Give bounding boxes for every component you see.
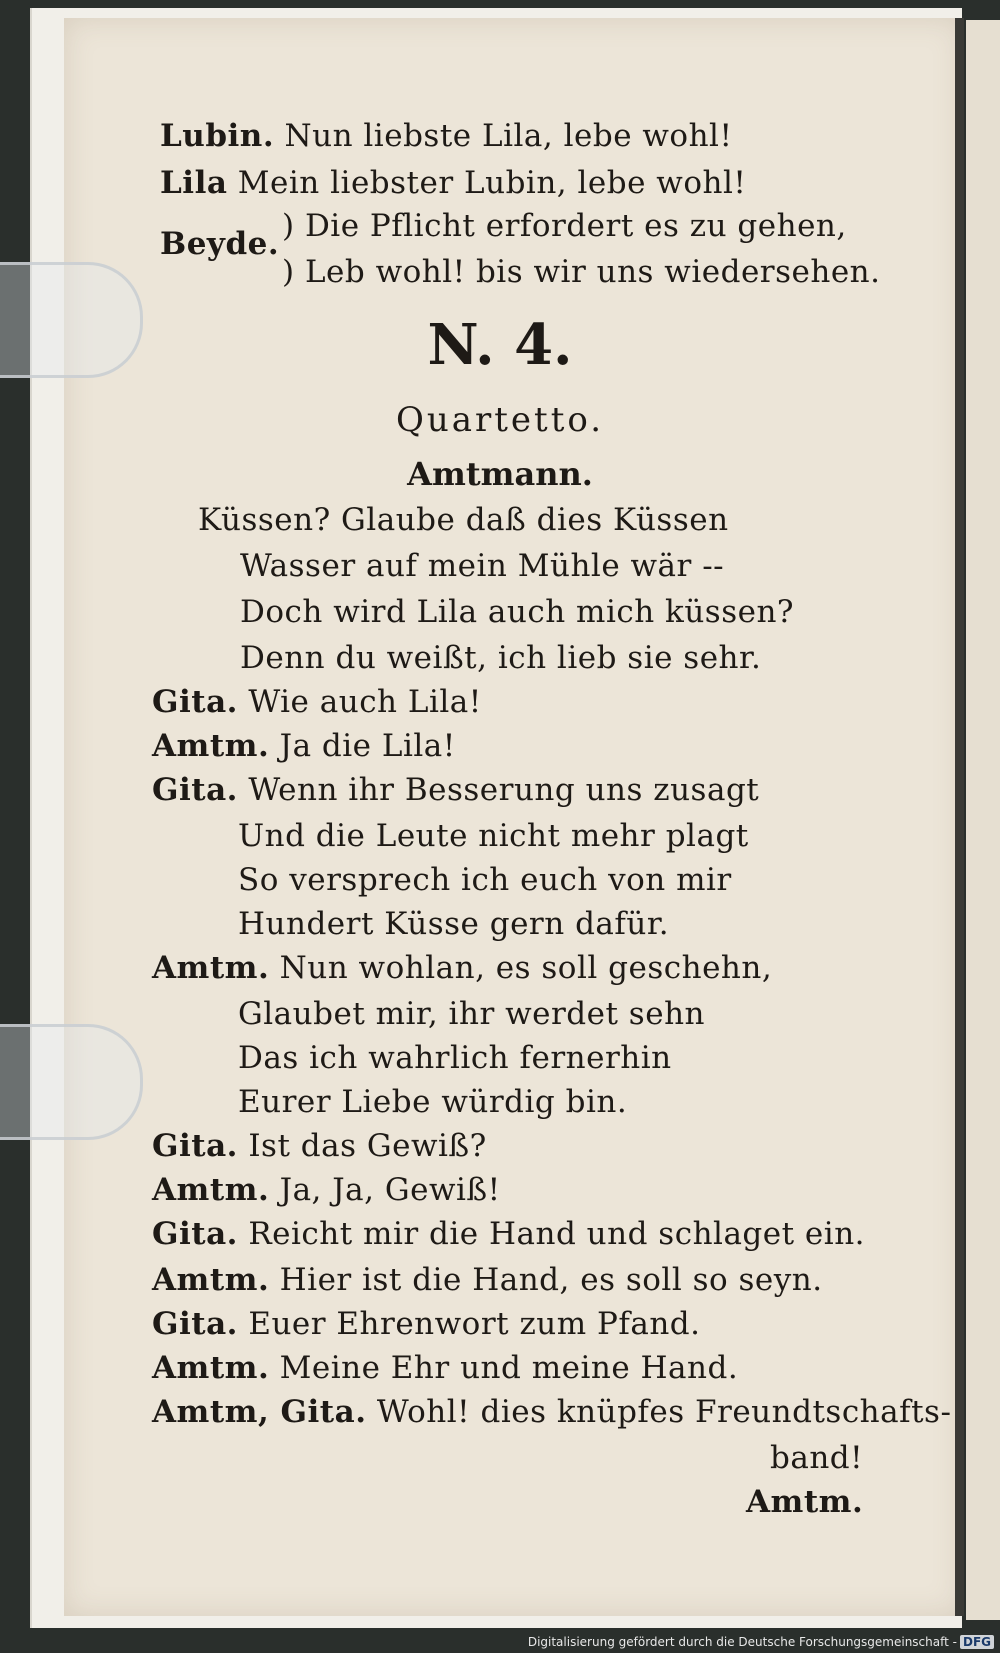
verse-text: Denn du weißt, ich lieb sie sehr. <box>240 640 762 676</box>
speaker-name: Gita. <box>152 772 238 808</box>
duet-line-3 <box>160 212 279 262</box>
verse-line <box>152 1306 701 1342</box>
verse-line <box>152 1350 738 1386</box>
duet-line-1 <box>160 118 732 154</box>
verse-text: Ja die Lila! <box>279 728 456 764</box>
verse-line <box>152 1128 487 1164</box>
verse-line <box>152 728 456 764</box>
verse-text: Mein liebster Lubin, lebe wohl! <box>237 165 747 201</box>
verse-line <box>238 818 749 854</box>
speaker-name: Amtm. <box>152 1172 270 1208</box>
verse-line <box>198 502 729 538</box>
verse-text: Wie auch Lila! <box>248 684 482 720</box>
verse-text: ) Leb wohl! bis wir uns wiedersehen. <box>282 254 881 290</box>
duet-line-2 <box>160 165 746 201</box>
duet-line-3-text <box>282 208 847 244</box>
verse-line <box>152 772 759 808</box>
verse-text: Wenn ihr Besserung uns zusagt <box>248 772 760 808</box>
verse-line <box>238 862 732 898</box>
verse-text: Doch wird Lila auch mich küssen? <box>240 594 795 630</box>
verse-text: Eurer Liebe würdig bin. <box>238 1084 628 1120</box>
verse-line <box>238 996 705 1032</box>
verse-text: Hundert Küsse gern dafür. <box>238 906 670 942</box>
verse-text: Glaubet mir, ihr werdet sehn <box>238 996 705 1032</box>
verse-text: ) Die Pflicht erfordert es zu gehen, <box>282 208 847 244</box>
speaker-name: Gita. <box>152 684 238 720</box>
verse-text: So versprech ich euch von mir <box>238 862 732 898</box>
verse-line <box>238 1084 627 1120</box>
verse-text: Reicht mir die Hand und schlaget ein. <box>248 1216 866 1252</box>
character-heading: Amtmann. <box>407 455 593 493</box>
speaker-name: Gita. <box>152 1216 238 1252</box>
speaker-name: Amtm. <box>152 728 270 764</box>
digitization-credit <box>528 1635 994 1649</box>
speaker-name: Lila <box>160 165 228 201</box>
verse-line <box>240 548 724 584</box>
verse-line <box>152 1172 501 1208</box>
credit-text: Digitalisierung gefördert durch die Deutsche Forschungsgemeinschaft - <box>527 1635 957 1649</box>
speaker-name: Gita. <box>152 1306 238 1342</box>
duet-line-4 <box>282 254 881 290</box>
verse-text: Nun liebste Lila, lebe wohl! <box>284 118 733 154</box>
verse-text: Wohl! dies knüpfes Freundtschafts- <box>376 1394 952 1430</box>
catchword: Amtm. <box>746 1484 864 1520</box>
verse-line <box>152 1262 823 1298</box>
verse-line <box>238 906 669 942</box>
verse-line <box>240 640 761 676</box>
verse-line <box>152 950 772 986</box>
speaker-name: Beyde. <box>160 226 280 262</box>
speaker-name: Amtm. <box>152 950 270 986</box>
facing-page-edge <box>966 20 1000 1620</box>
verse-text: Ja, Ja, Gewiß! <box>279 1172 501 1208</box>
dfg-logo: DFG <box>960 1635 994 1649</box>
verse-continuation: band! <box>770 1440 864 1476</box>
page-gutter-shadow <box>955 18 964 1616</box>
verse-text: Und die Leute nicht mehr plagt <box>238 818 749 854</box>
verse-line <box>238 1040 672 1076</box>
speaker-name: Amtm. <box>152 1350 270 1386</box>
speaker-name: Amtm. <box>152 1262 270 1298</box>
verse-text: Euer Ehrenwort zum Pfand. <box>248 1306 701 1342</box>
verse-text: Hier ist die Hand, es soll so seyn. <box>279 1262 823 1298</box>
verse-line <box>152 1394 951 1430</box>
speaker-name: Gita. <box>152 1128 238 1164</box>
section-title: Quartetto. <box>395 400 605 440</box>
verse-text: Küssen? Glaube daß dies Küssen <box>198 502 729 538</box>
speaker-name: Lubin. <box>160 118 275 154</box>
verse-text: Das ich wahrlich fernerhin <box>238 1040 672 1076</box>
verse-text: Wasser auf mein Mühle wär -- <box>240 548 725 584</box>
verse-line <box>240 594 794 630</box>
section-number: N. 4. <box>427 312 573 378</box>
verse-text: Ist das Gewiß? <box>248 1128 487 1164</box>
verse-line <box>152 684 482 720</box>
verse-line <box>152 1216 865 1252</box>
verse-text: Nun wohlan, es soll geschehn, <box>279 950 773 986</box>
verse-text: Meine Ehr und meine Hand. <box>279 1350 739 1386</box>
speaker-name: Amtm, Gita. <box>152 1394 367 1430</box>
page-clip-bottom <box>0 1024 143 1140</box>
